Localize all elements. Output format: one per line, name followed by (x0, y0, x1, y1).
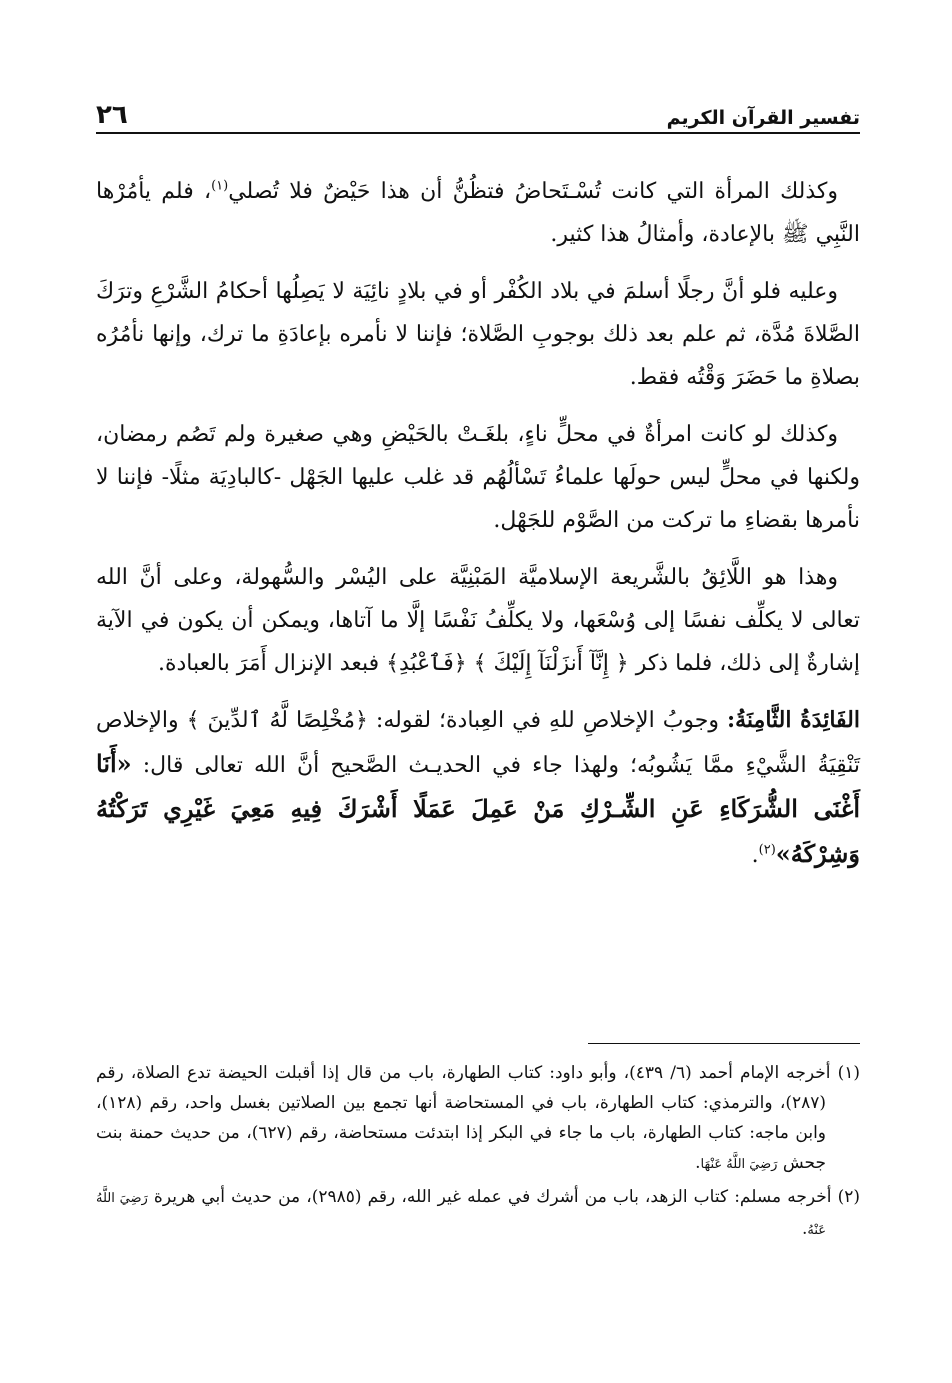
footnote-1 (96, 1058, 860, 1180)
footnotes (96, 1058, 860, 1248)
footnote-2-text: (٢) أخرجه مسلم: كتاب الزهد، باب من أشرك في عمله غير الله، رقم (٢٩٨٥)، من حديث أبي هريرة (147, 1187, 860, 1207)
footnote-separator (588, 1043, 860, 1044)
running-header (96, 92, 860, 134)
paragraph-1 (96, 170, 860, 256)
footnote-ref-2: (٢) (758, 842, 776, 858)
footnote-1-honorific: رَضِيَ اللَّهُ عَنْهَا (700, 1157, 778, 1172)
paragraph-5-text-b: والإخلاص تَنْقِيَةُ الشَّيْءِ ممَّا يَشُوبُه؛ ولهذا جاء في الحديـث الصَّحيح أنَّ الله تعالى قال: (96, 708, 860, 778)
paragraph-5 (96, 699, 860, 877)
benefit-heading: الفَائِدَةُ الثَّامِنَةُ: (727, 707, 860, 733)
book-page (96, 0, 860, 1383)
paragraph-3: وكذلك لو كانت امرأةٌ في محلٍّ ناءٍ، بلغَـتْ بالحَيْضِ وهي صغيرة ولم تَصُم رمضان، ولكنها في محلٍّ ليس حولَها علماءُ تَسْألُهُم قد غلب عليها الجَهْل -كالبادِيَة مثلًا- فإننا لا نأمرها بقضاءِ ما تركت من الصَّوْم للجَهْل. (96, 422, 860, 533)
paragraph-5-text-a: وجوبُ الإخلاصِ للهِ في العِبادة؛ لقوله: (367, 708, 727, 733)
footnote-2-end: . (801, 1219, 808, 1239)
paragraph-1-text: وكذلك المرأة التي كانت تُسْـتَحاضُ فتظُنُّ أن هذا حَيْضٌ فلا تُصلي (228, 179, 838, 204)
paragraph-4: وهذا هو اللَّائِقُ بالشَّريعة الإسلاميَّة المَبْنِيَّة على اليُسْر والسُّهولة، وعلى أنَّ الله تعالى لا يكلِّف نفسًا إلى وُسْعَها، ولا يكلِّفُ نَفْسًا إلَّا ما آتاها، ويمكن أن يكون في الآية إشارةٌ إلى ذلك، فلما ذكر ﴿ إِنَّآ أَنزَلْنَآ إِلَيْكَ ﴾ ﴿فَٱعْبُدِ﴾ فبعد الإنزال أَمَرَ بالعبادة. (96, 565, 860, 676)
hadith-quote: «أَنَا أَغْنَى الشُّرَكَاءِ عَنِ الشِّـرْكِ مَنْ عَمِلَ عَمَلًا أَشْرَكَ فِيهِ مَعِيَ غَيْرِي تَرَكْتُهُ وَشِرْكَهُ» (96, 749, 860, 868)
quran-quote: ﴿مُخْلِصًا لَّهُ ٱلدِّينَ ﴾ (186, 708, 368, 733)
footnote-1-text: (١) أخرجه الإمام أحمد (٦/ ٤٣٩)، وأبو داود: كتاب الطهارة، باب من قال إذا أقبلت الحيضة تدع الصلاة، رقم (٢٨٧)، والترمذي: كتاب الطهارة، باب في المستحاضة أنها تجمع بين الصلاتين بغسل واحد، رقم (١٢٨)، وابن ماجه: كتاب الطهارة، باب ما جاء في البكر إذا ابتدئت مستحاضة، رقم (٦٢٧)، من حديث حمنة بنت جحش (96, 1063, 861, 1173)
footnote-1-end: . (695, 1153, 701, 1173)
page-number: ٢٦ (96, 100, 128, 130)
footnote-ref-1: (١) (211, 178, 229, 194)
book-title: تفسير القرآن الكريم (666, 107, 860, 129)
paragraph-1-text-after: ، فلم يأمُرْها النَّبِي ﷺ بالإعادة، وأمثالُ هذا كثير. (96, 179, 860, 247)
footnote-2-honorific: رَضِيَ اللَّهُ عَنْهُ (96, 1191, 826, 1238)
main-text (96, 170, 860, 891)
paragraph-2: وعليه فلو أنَّ رجلًا أسلمَ في بلاد الكُفْر أو في بلادٍ نائِيَة لا يَصِلُها أحكامُ الشَّرْعِ وترَكَ الصَّلاةَ مُدَّة، ثم علم بعد ذلك بوجوبِ الصَّلاة؛ فإننا لا نأمره بإعادَةِ ما ترك، وإنها نأمُرُه بصلاةِ ما حَضَرَ وَقْتُه فقط. (96, 279, 860, 390)
footnote-2 (96, 1182, 860, 1246)
paragraph-5-end: . (751, 843, 759, 868)
